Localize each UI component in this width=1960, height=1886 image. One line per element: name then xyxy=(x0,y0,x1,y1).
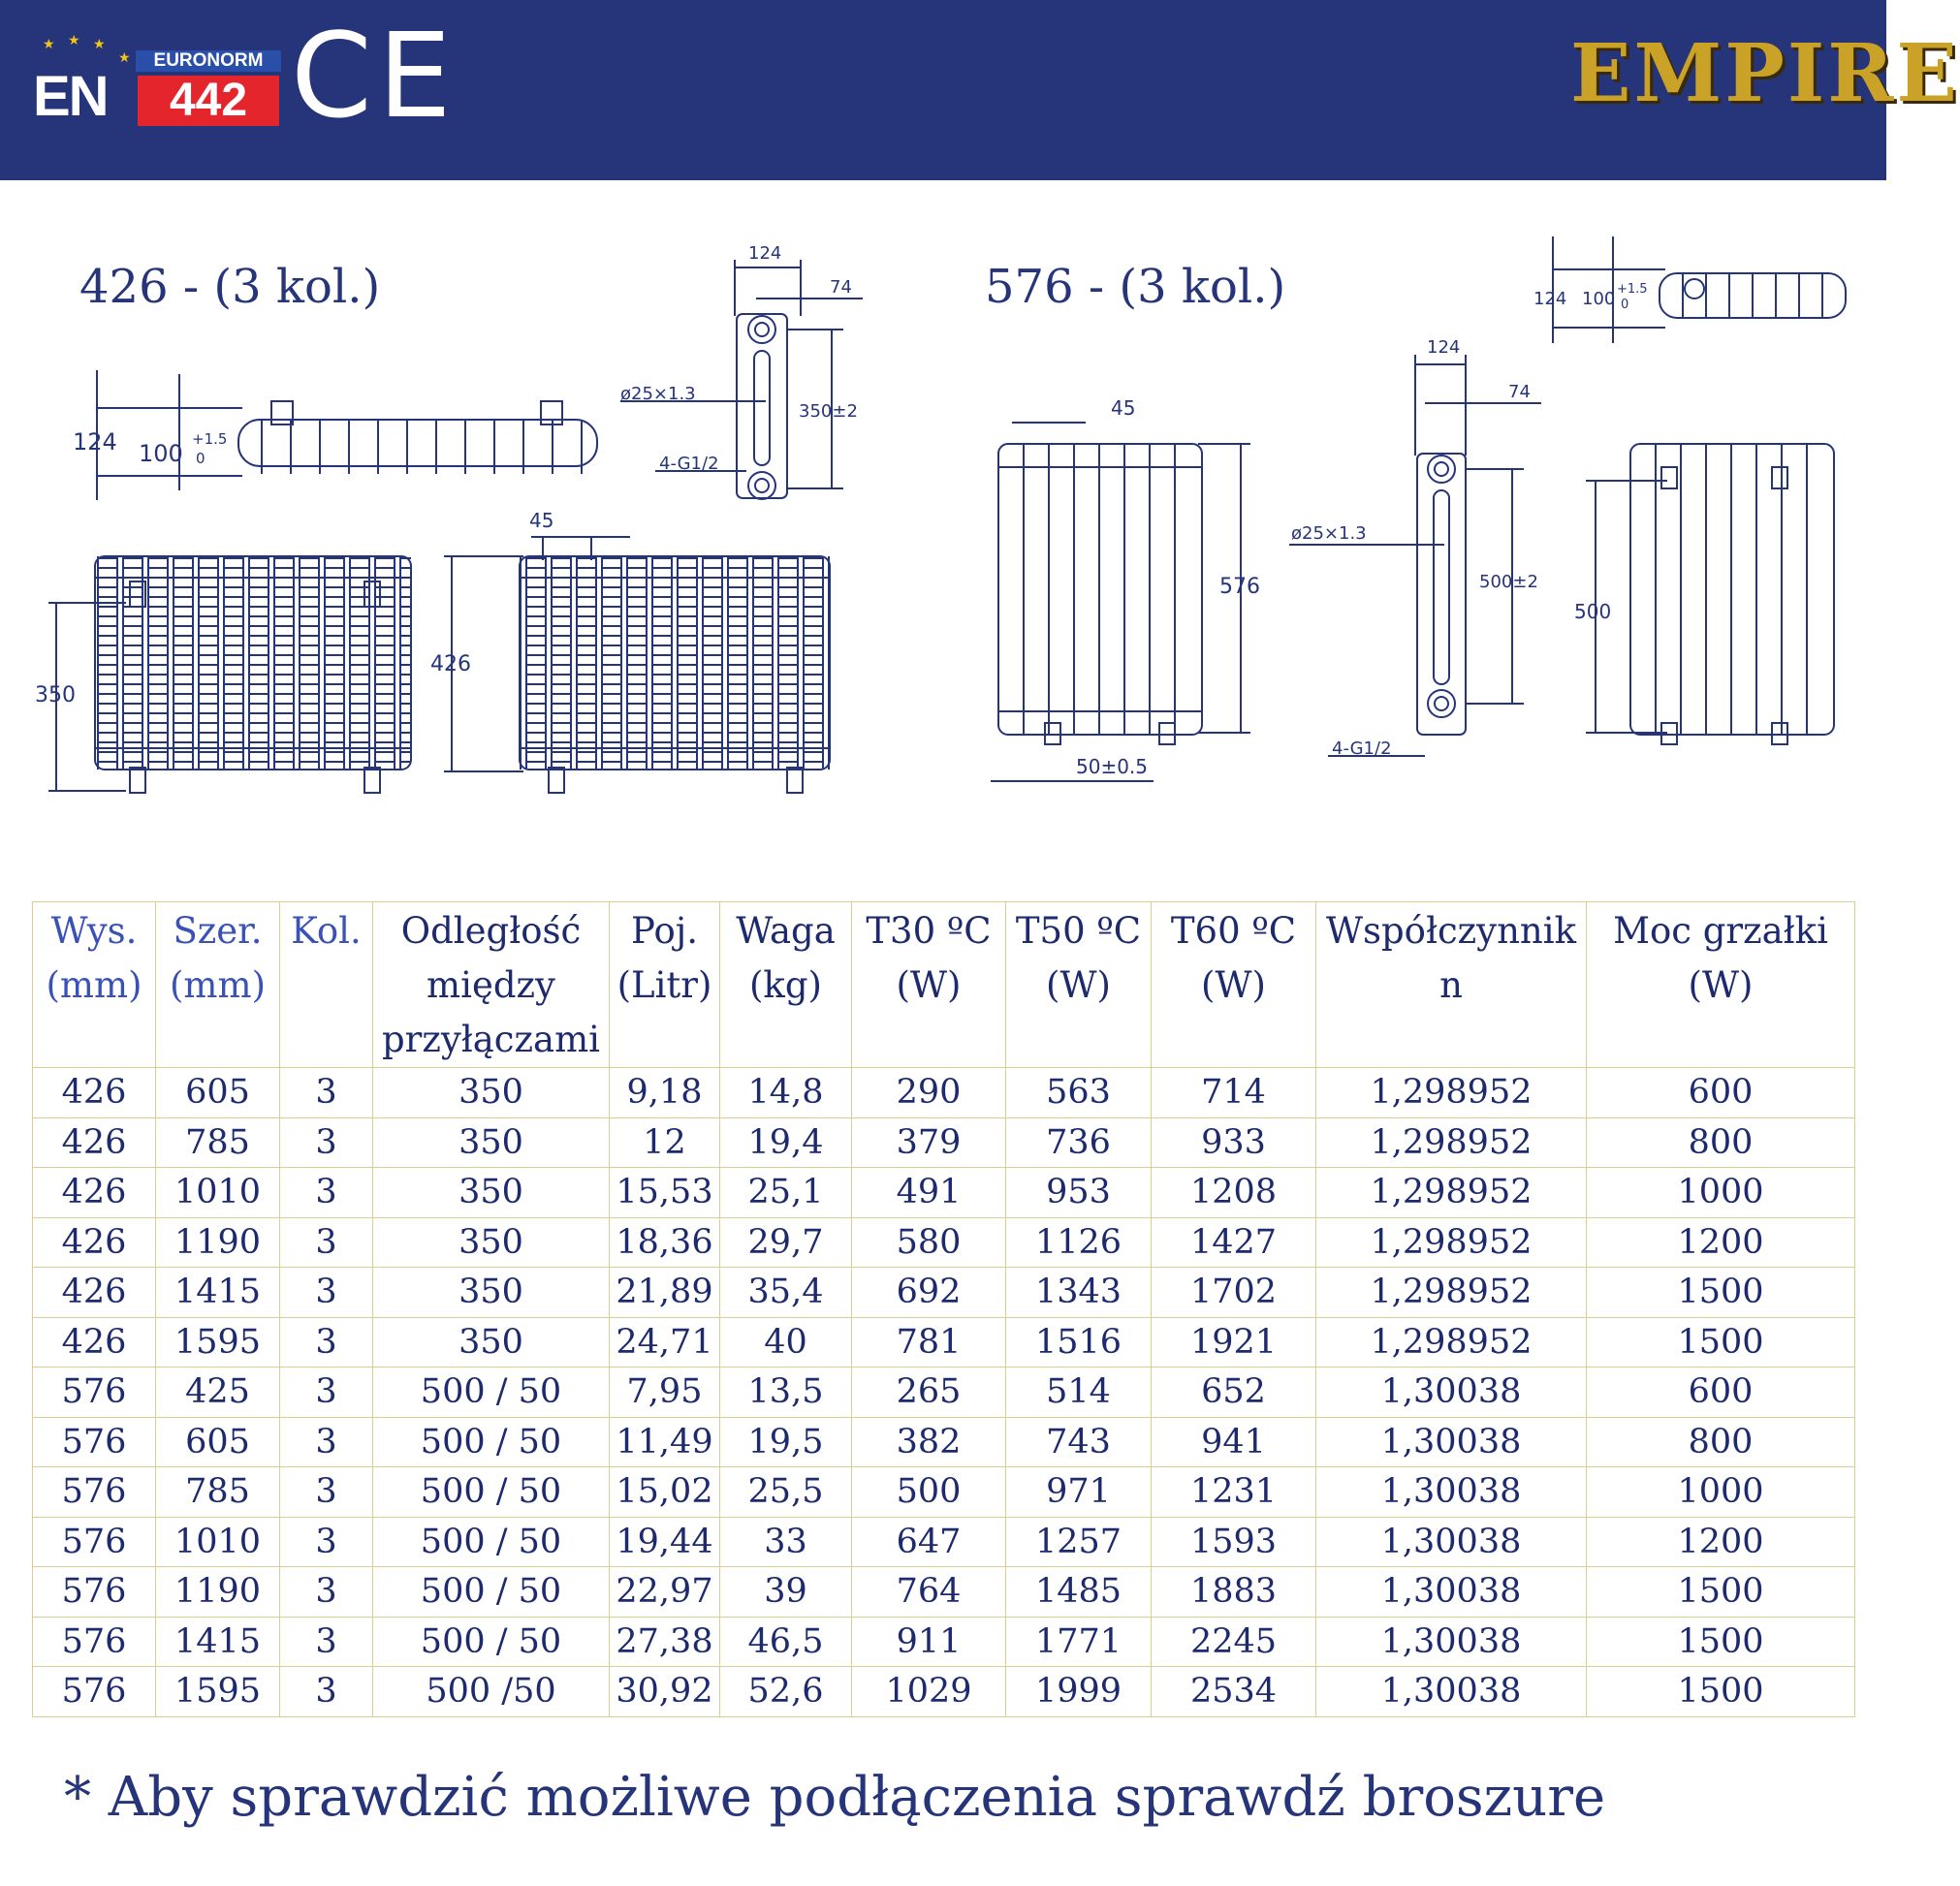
cell-connection-distance: 500 / 50 xyxy=(373,1517,610,1567)
cell-capacity: 9,18 xyxy=(610,1068,720,1118)
cell-t60: 933 xyxy=(1152,1117,1316,1168)
cell-width: 785 xyxy=(156,1467,280,1518)
cell-coefficient: 1,298952 xyxy=(1316,1068,1587,1118)
cell-t50: 1257 xyxy=(1006,1517,1152,1567)
dim-576-side-offset: 74 xyxy=(1508,382,1531,402)
cell-capacity: 21,89 xyxy=(610,1268,720,1318)
cell-width: 1415 xyxy=(156,1268,280,1318)
cell-columns: 3 xyxy=(280,1517,373,1567)
standard-number: 442 xyxy=(138,76,279,126)
dim-576-bottom-offset: 50±0.5 xyxy=(1076,755,1149,778)
cell-t30: 580 xyxy=(852,1217,1006,1268)
cell-weight: 39 xyxy=(720,1567,852,1618)
cell-width: 1190 xyxy=(156,1217,280,1268)
table-header-row xyxy=(33,902,1855,1068)
cell-t50: 1485 xyxy=(1006,1567,1152,1618)
cell-t60: 714 xyxy=(1152,1068,1316,1118)
cell-t30: 265 xyxy=(852,1367,1006,1418)
cell-t50: 736 xyxy=(1006,1117,1152,1168)
col-header-heater-power: Moc grzałki (W) xyxy=(1587,902,1855,1068)
cell-height: 576 xyxy=(33,1417,156,1467)
table-row xyxy=(33,1268,1855,1318)
cell-weight: 25,5 xyxy=(720,1467,852,1518)
table-row xyxy=(33,1617,1855,1667)
cell-width: 425 xyxy=(156,1367,280,1418)
cell-coefficient: 1,298952 xyxy=(1316,1268,1587,1318)
cell-coefficient: 1,30038 xyxy=(1316,1667,1587,1717)
cell-t60: 1883 xyxy=(1152,1567,1316,1618)
cell-t50: 514 xyxy=(1006,1367,1152,1418)
col-header-columns: Kol. xyxy=(280,902,373,1068)
cell-connection-distance: 350 xyxy=(373,1217,610,1268)
cell-coefficient: 1,298952 xyxy=(1316,1168,1587,1218)
model-title-576: 576 - (3 kol.) xyxy=(985,260,1286,314)
cell-t60: 1427 xyxy=(1152,1217,1316,1268)
cell-capacity: 18,36 xyxy=(610,1217,720,1268)
cell-weight: 29,7 xyxy=(720,1217,852,1268)
table-row xyxy=(33,1317,1855,1367)
cell-width: 605 xyxy=(156,1068,280,1118)
cell-t50: 953 xyxy=(1006,1168,1152,1218)
cell-connection-distance: 500 / 50 xyxy=(373,1417,610,1467)
cell-coefficient: 1,298952 xyxy=(1316,1117,1587,1168)
cell-coefficient: 1,298952 xyxy=(1316,1317,1587,1367)
cell-t50: 743 xyxy=(1006,1417,1152,1467)
cell-t60: 652 xyxy=(1152,1367,1316,1418)
cell-coefficient: 1,30038 xyxy=(1316,1517,1587,1567)
cell-width: 1595 xyxy=(156,1667,280,1717)
cell-height: 426 xyxy=(33,1168,156,1218)
cell-t30: 382 xyxy=(852,1417,1006,1467)
dim-426-tol-plus: +1.5 xyxy=(192,430,228,448)
cell-height: 576 xyxy=(33,1667,156,1717)
cell-t30: 500 xyxy=(852,1467,1006,1518)
table-row xyxy=(33,1467,1855,1518)
cell-t60: 1593 xyxy=(1152,1517,1316,1567)
dim-426-offset: 100 xyxy=(139,440,183,467)
dim-576-depth: 124 xyxy=(1533,289,1567,309)
dim-426-side-offset: 74 xyxy=(830,277,852,298)
dim-426-height-b: 426 xyxy=(430,652,471,676)
cell-capacity: 12 xyxy=(610,1117,720,1168)
col-header-height: Wys. (mm) xyxy=(33,902,156,1068)
cell-weight: 40 xyxy=(720,1317,852,1367)
cell-coefficient: 1,30038 xyxy=(1316,1367,1587,1418)
cell-width: 1415 xyxy=(156,1617,280,1667)
cell-weight: 19,4 xyxy=(720,1117,852,1168)
cell-coefficient: 1,298952 xyxy=(1316,1217,1587,1268)
col-header-weight: Waga (kg) xyxy=(720,902,852,1068)
dim-576-pipe: ø25×1.3 xyxy=(1291,523,1367,544)
dim-576-spacing: 500±2 xyxy=(1479,572,1538,592)
dim-576-pitch: 45 xyxy=(1111,396,1136,420)
cell-width: 1595 xyxy=(156,1317,280,1367)
cell-coefficient: 1,30038 xyxy=(1316,1417,1587,1467)
cell-height: 426 xyxy=(33,1268,156,1318)
table-row xyxy=(33,1217,1855,1268)
radiator-426-side-view xyxy=(620,260,863,499)
cell-columns: 3 xyxy=(280,1068,373,1118)
cell-columns: 3 xyxy=(280,1268,373,1318)
cell-columns: 3 xyxy=(280,1217,373,1268)
cell-columns: 3 xyxy=(280,1168,373,1218)
cell-heater-power: 800 xyxy=(1587,1417,1855,1467)
cell-heater-power: 600 xyxy=(1587,1068,1855,1118)
table-row xyxy=(33,1567,1855,1618)
cell-t60: 1921 xyxy=(1152,1317,1316,1367)
radiator-426-front-view-b xyxy=(444,537,830,793)
cell-heater-power: 1500 xyxy=(1587,1667,1855,1717)
cell-capacity: 11,49 xyxy=(610,1417,720,1467)
cell-weight: 46,5 xyxy=(720,1617,852,1667)
cell-connection-distance: 350 xyxy=(373,1168,610,1218)
cell-width: 1010 xyxy=(156,1517,280,1567)
dim-426-height-a: 350 xyxy=(35,683,76,707)
radiator-576-rear-view xyxy=(1586,444,1834,744)
cell-width: 1190 xyxy=(156,1567,280,1618)
table-row xyxy=(33,1068,1855,1118)
table-row xyxy=(33,1117,1855,1168)
cell-t30: 764 xyxy=(852,1567,1006,1618)
cell-heater-power: 1500 xyxy=(1587,1567,1855,1618)
dim-576-tol-plus: +1.5 xyxy=(1617,282,1648,297)
dim-576-offset: 100 xyxy=(1582,289,1616,309)
cell-coefficient: 1,30038 xyxy=(1316,1467,1587,1518)
cell-t30: 647 xyxy=(852,1517,1006,1567)
cell-t30: 911 xyxy=(852,1617,1006,1667)
dim-576-height: 576 xyxy=(1219,575,1260,599)
cell-heater-power: 1500 xyxy=(1587,1317,1855,1367)
cell-capacity: 15,02 xyxy=(610,1467,720,1518)
cell-coefficient: 1,30038 xyxy=(1316,1617,1587,1667)
cell-height: 576 xyxy=(33,1367,156,1418)
cell-connection-distance: 500 /50 xyxy=(373,1667,610,1717)
cell-t60: 1208 xyxy=(1152,1168,1316,1218)
cell-weight: 19,5 xyxy=(720,1417,852,1467)
cell-connection-distance: 350 xyxy=(373,1317,610,1367)
dim-576-side-depth: 124 xyxy=(1427,337,1461,358)
cell-heater-power: 600 xyxy=(1587,1367,1855,1418)
cell-connection-distance: 500 / 50 xyxy=(373,1617,610,1667)
cell-t50: 1516 xyxy=(1006,1317,1152,1367)
model-title-426: 426 - (3 kol.) xyxy=(79,260,381,314)
dim-426-depth: 124 xyxy=(73,428,117,456)
empire-brand-logo: EMPIRE xyxy=(1570,27,1960,120)
cell-t30: 290 xyxy=(852,1068,1006,1118)
en442-logo xyxy=(29,33,281,128)
cell-connection-distance: 500 / 50 xyxy=(373,1467,610,1518)
col-header-coefficient: Współczynnik n xyxy=(1316,902,1587,1068)
cell-capacity: 22,97 xyxy=(610,1567,720,1618)
cell-heater-power: 1500 xyxy=(1587,1268,1855,1318)
cell-weight: 13,5 xyxy=(720,1367,852,1418)
cell-height: 426 xyxy=(33,1217,156,1268)
cell-columns: 3 xyxy=(280,1417,373,1467)
cell-height: 576 xyxy=(33,1467,156,1518)
table-row xyxy=(33,1517,1855,1567)
ce-mark-logo: CE xyxy=(291,10,458,144)
col-header-width: Szer. (mm) xyxy=(156,902,280,1068)
col-header-connection-distance: Odległość między przyłączami xyxy=(373,902,610,1068)
cell-t50: 1126 xyxy=(1006,1217,1152,1268)
dim-426-pitch: 45 xyxy=(529,509,554,532)
cell-columns: 3 xyxy=(280,1367,373,1418)
cell-height: 426 xyxy=(33,1317,156,1367)
cell-width: 785 xyxy=(156,1117,280,1168)
dim-426-spacing: 350±2 xyxy=(799,401,858,422)
specification-table xyxy=(32,901,1855,1717)
cell-connection-distance: 350 xyxy=(373,1117,610,1168)
cell-heater-power: 800 xyxy=(1587,1117,1855,1168)
dim-426-thread: 4-G1/2 xyxy=(659,454,719,474)
cell-height: 426 xyxy=(33,1068,156,1118)
cell-weight: 25,1 xyxy=(720,1168,852,1218)
cell-connection-distance: 500 / 50 xyxy=(373,1567,610,1618)
technical-drawings xyxy=(0,180,1886,859)
col-header-t30: T30 ºC (W) xyxy=(852,902,1006,1068)
star-icon: ★ xyxy=(68,33,80,48)
cell-t60: 2245 xyxy=(1152,1617,1316,1667)
cell-t30: 692 xyxy=(852,1268,1006,1318)
col-header-capacity: Poj. (Litr) xyxy=(610,902,720,1068)
cell-width: 605 xyxy=(156,1417,280,1467)
cell-weight: 33 xyxy=(720,1517,852,1567)
cell-columns: 3 xyxy=(280,1617,373,1667)
cell-height: 426 xyxy=(33,1117,156,1168)
cell-capacity: 19,44 xyxy=(610,1517,720,1567)
cell-t50: 1771 xyxy=(1006,1617,1152,1667)
cell-columns: 3 xyxy=(280,1667,373,1717)
cell-heater-power: 1200 xyxy=(1587,1517,1855,1567)
cell-t50: 1343 xyxy=(1006,1268,1152,1318)
cell-capacity: 27,38 xyxy=(610,1617,720,1667)
col-header-t50: T50 ºC (W) xyxy=(1006,902,1152,1068)
cell-height: 576 xyxy=(33,1567,156,1618)
cell-columns: 3 xyxy=(280,1317,373,1367)
cell-t60: 2534 xyxy=(1152,1667,1316,1717)
cell-coefficient: 1,30038 xyxy=(1316,1567,1587,1618)
euronorm-label: EURONORM xyxy=(136,50,281,72)
star-icon: ★ xyxy=(93,37,106,52)
cell-connection-distance: 500 / 50 xyxy=(373,1367,610,1418)
cell-weight: 35,4 xyxy=(720,1268,852,1318)
cell-heater-power: 1000 xyxy=(1587,1168,1855,1218)
table-row xyxy=(33,1667,1855,1717)
dim-576-tol-zero: 0 xyxy=(1621,298,1629,312)
dim-576-rear-height: 500 xyxy=(1574,600,1612,623)
star-icon: ★ xyxy=(43,37,55,52)
cell-capacity: 15,53 xyxy=(610,1168,720,1218)
header-bar xyxy=(0,0,1960,180)
dim-426-pipe: ø25×1.3 xyxy=(620,384,696,404)
cell-columns: 3 xyxy=(280,1567,373,1618)
dim-576-thread: 4-G1/2 xyxy=(1332,739,1392,759)
cell-t30: 491 xyxy=(852,1168,1006,1218)
cell-t50: 971 xyxy=(1006,1467,1152,1518)
star-icon: ★ xyxy=(118,50,131,66)
cell-weight: 14,8 xyxy=(720,1068,852,1118)
table-body xyxy=(33,1068,1855,1717)
table-row xyxy=(33,1417,1855,1467)
cell-t50: 1999 xyxy=(1006,1667,1152,1717)
cell-t60: 1231 xyxy=(1152,1467,1316,1518)
dim-426-side-depth: 124 xyxy=(748,243,782,264)
cell-connection-distance: 350 xyxy=(373,1068,610,1118)
table-row xyxy=(33,1367,1855,1418)
cell-capacity: 24,71 xyxy=(610,1317,720,1367)
radiator-426-front-view-a xyxy=(48,556,411,793)
cell-columns: 3 xyxy=(280,1467,373,1518)
cell-t30: 1029 xyxy=(852,1667,1006,1717)
cell-capacity: 30,92 xyxy=(610,1667,720,1717)
cell-weight: 52,6 xyxy=(720,1667,852,1717)
cell-t60: 941 xyxy=(1152,1417,1316,1467)
cell-heater-power: 1200 xyxy=(1587,1217,1855,1268)
en-prefix: EN xyxy=(33,65,108,128)
radiator-576-side-view xyxy=(1289,355,1541,756)
cell-t30: 379 xyxy=(852,1117,1006,1168)
cell-height: 576 xyxy=(33,1617,156,1667)
dim-426-tol-zero: 0 xyxy=(196,450,205,467)
cell-t60: 1702 xyxy=(1152,1268,1316,1318)
cell-connection-distance: 350 xyxy=(373,1268,610,1318)
footnote: * Aby sprawdzić możliwe podłączenia sprawdź broszure xyxy=(64,1766,1606,1829)
table-row xyxy=(33,1168,1855,1218)
cell-capacity: 7,95 xyxy=(610,1367,720,1418)
cell-t50: 563 xyxy=(1006,1068,1152,1118)
cell-heater-power: 1500 xyxy=(1587,1617,1855,1667)
radiator-576-front-view xyxy=(991,423,1250,781)
cell-t30: 781 xyxy=(852,1317,1006,1367)
cell-height: 576 xyxy=(33,1517,156,1567)
radiator-426-top-view xyxy=(97,370,597,500)
cell-columns: 3 xyxy=(280,1117,373,1168)
cell-heater-power: 1000 xyxy=(1587,1467,1855,1518)
cell-width: 1010 xyxy=(156,1168,280,1218)
col-header-t60: T60 ºC (W) xyxy=(1152,902,1316,1068)
